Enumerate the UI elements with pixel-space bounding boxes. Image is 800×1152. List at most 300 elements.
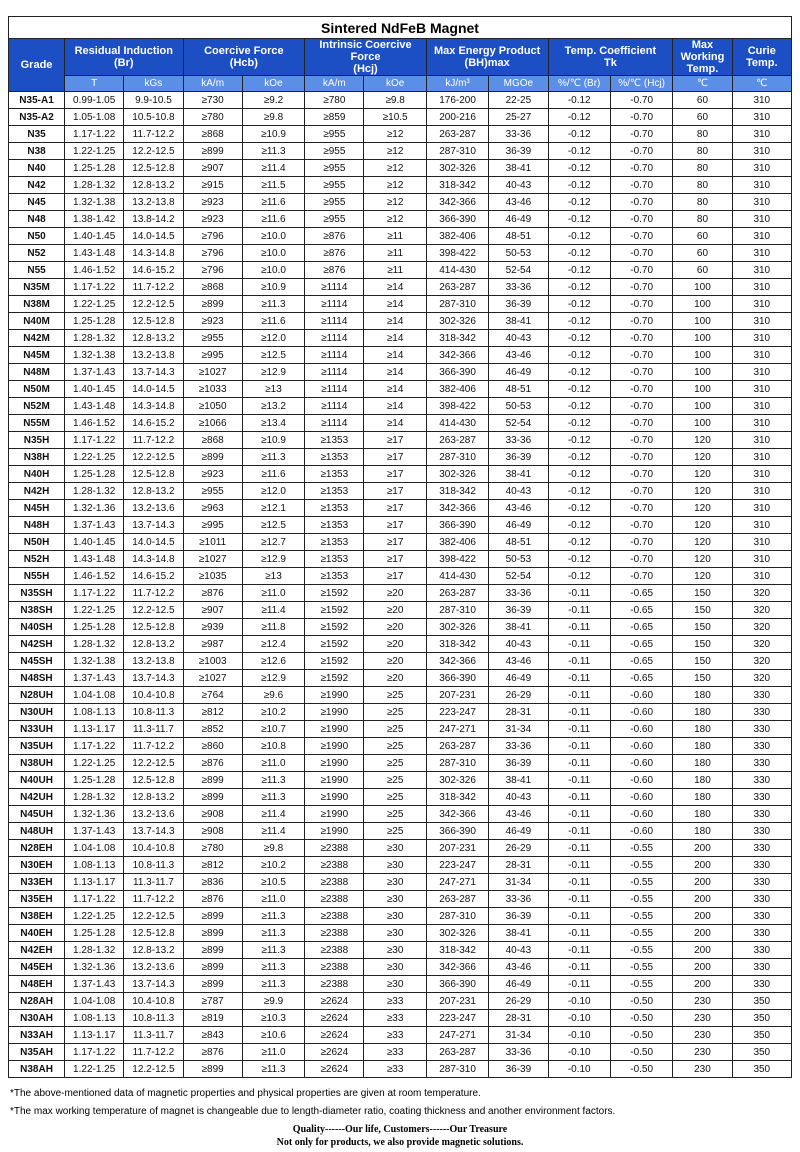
value-cell: -0.11: [548, 840, 610, 857]
value-cell: 14.3-14.8: [124, 245, 183, 262]
value-cell: ≥10.8: [242, 738, 304, 755]
table-row: [9, 398, 792, 415]
value-cell: ≥11.4: [242, 602, 304, 619]
value-cell: ≥17: [364, 500, 426, 517]
value-cell: 200: [673, 908, 732, 925]
value-cell: ≥955: [305, 126, 364, 143]
value-cell: ≥10.7: [242, 721, 304, 738]
value-cell: 287-310: [426, 296, 488, 313]
table-row: [9, 449, 792, 466]
value-cell: 12.8-13.2: [124, 177, 183, 194]
value-cell: 12.8-13.2: [124, 483, 183, 500]
value-cell: 48-51: [489, 228, 548, 245]
value-cell: 320: [732, 636, 791, 653]
value-cell: ≥20: [364, 653, 426, 670]
value-cell: ≥17: [364, 466, 426, 483]
value-cell: 48-51: [489, 381, 548, 398]
value-cell: 330: [732, 789, 791, 806]
table-row: [9, 1044, 792, 1061]
value-cell: -0.11: [548, 823, 610, 840]
value-cell: ≥14: [364, 398, 426, 415]
table-row: [9, 143, 792, 160]
value-cell: 287-310: [426, 755, 488, 772]
table-row: [9, 993, 792, 1010]
value-cell: 100: [673, 313, 732, 330]
value-cell: ≥780: [183, 840, 242, 857]
unit-cell: ℃: [673, 76, 732, 92]
value-cell: ≥25: [364, 789, 426, 806]
value-cell: 52-54: [489, 262, 548, 279]
value-cell: 350: [732, 1044, 791, 1061]
value-cell: ≥1011: [183, 534, 242, 551]
value-cell: -0.11: [548, 891, 610, 908]
value-cell: 120: [673, 432, 732, 449]
value-cell: -0.12: [548, 296, 610, 313]
value-cell: -0.12: [548, 143, 610, 160]
grade-cell: N52H: [9, 551, 65, 568]
value-cell: ≥796: [183, 245, 242, 262]
value-cell: ≥899: [183, 449, 242, 466]
value-cell: 320: [732, 619, 791, 636]
value-cell: 12.8-13.2: [124, 789, 183, 806]
unit-cell: T: [65, 76, 124, 92]
value-cell: 13.7-14.3: [124, 517, 183, 534]
value-cell: 46-49: [489, 823, 548, 840]
value-cell: 1.32-1.38: [65, 347, 124, 364]
value-cell: ≥25: [364, 772, 426, 789]
value-cell: ≥1990: [305, 738, 364, 755]
table-row: [9, 636, 792, 653]
value-cell: 318-342: [426, 483, 488, 500]
value-cell: 1.43-1.48: [65, 551, 124, 568]
table-row: [9, 976, 792, 993]
value-cell: ≥995: [183, 517, 242, 534]
value-cell: ≥11: [364, 262, 426, 279]
value-cell: 1.04-1.08: [65, 993, 124, 1010]
value-cell: ≥2624: [305, 1010, 364, 1027]
value-cell: 150: [673, 670, 732, 687]
value-cell: -0.11: [548, 653, 610, 670]
value-cell: 320: [732, 585, 791, 602]
table-row: [9, 211, 792, 228]
value-cell: 150: [673, 636, 732, 653]
grade-cell: N45: [9, 194, 65, 211]
value-cell: 330: [732, 959, 791, 976]
value-cell: -0.70: [610, 347, 672, 364]
value-cell: 12.2-12.5: [124, 908, 183, 925]
value-cell: -0.12: [548, 228, 610, 245]
value-cell: 330: [732, 772, 791, 789]
company-slogan: Not only for products, we also provide magnetic solutions.: [276, 1137, 524, 1148]
value-cell: ≥876: [305, 228, 364, 245]
value-cell: 13.2-13.8: [124, 194, 183, 211]
value-cell: 330: [732, 874, 791, 891]
value-cell: 320: [732, 670, 791, 687]
value-cell: 1.46-1.52: [65, 262, 124, 279]
table-row: [9, 126, 792, 143]
value-cell: ≥812: [183, 704, 242, 721]
value-cell: 26-29: [489, 840, 548, 857]
table-row: [9, 874, 792, 891]
value-cell: 33-36: [489, 126, 548, 143]
value-cell: ≥30: [364, 857, 426, 874]
value-cell: 12.5-12.8: [124, 772, 183, 789]
value-cell: ≥819: [183, 1010, 242, 1027]
value-cell: 100: [673, 347, 732, 364]
value-cell: -0.11: [548, 687, 610, 704]
value-cell: 342-366: [426, 806, 488, 823]
value-cell: 1.37-1.43: [65, 517, 124, 534]
value-cell: 200: [673, 959, 732, 976]
value-cell: 350: [732, 993, 791, 1010]
value-cell: ≥30: [364, 891, 426, 908]
value-cell: 11.7-12.2: [124, 585, 183, 602]
value-cell: ≥30: [364, 908, 426, 925]
value-cell: 1.13-1.17: [65, 874, 124, 891]
value-cell: 0.99-1.05: [65, 92, 124, 109]
value-cell: 287-310: [426, 143, 488, 160]
value-cell: 12.5-12.8: [124, 313, 183, 330]
value-cell: 12.2-12.5: [124, 296, 183, 313]
value-cell: ≥11: [364, 228, 426, 245]
value-cell: 310: [732, 194, 791, 211]
value-cell: 13.2-13.8: [124, 347, 183, 364]
value-cell: 52-54: [489, 568, 548, 585]
value-cell: 1.17-1.22: [65, 126, 124, 143]
value-cell: 200: [673, 840, 732, 857]
value-cell: ≥1592: [305, 585, 364, 602]
value-cell: ≥915: [183, 177, 242, 194]
value-cell: -0.60: [610, 772, 672, 789]
value-cell: 80: [673, 194, 732, 211]
value-cell: 1.43-1.48: [65, 398, 124, 415]
value-cell: -0.55: [610, 874, 672, 891]
unit-cell: %/℃ (Hcj): [610, 76, 672, 92]
value-cell: 14.0-14.5: [124, 381, 183, 398]
value-cell: ≥12.1: [242, 500, 304, 517]
value-cell: 247-271: [426, 1027, 488, 1044]
value-cell: ≥11.3: [242, 1061, 304, 1078]
value-cell: ≥12.6: [242, 653, 304, 670]
value-cell: 13.2-13.6: [124, 806, 183, 823]
value-cell: 14.3-14.8: [124, 551, 183, 568]
table-row: [9, 908, 792, 925]
value-cell: 10.4-10.8: [124, 840, 183, 857]
value-cell: 11.3-11.7: [124, 721, 183, 738]
table-row: [9, 551, 792, 568]
value-cell: -0.65: [610, 619, 672, 636]
table-row: [9, 840, 792, 857]
table-row: [9, 1027, 792, 1044]
value-cell: -0.65: [610, 636, 672, 653]
value-cell: ≥899: [183, 1061, 242, 1078]
value-cell: -0.12: [548, 347, 610, 364]
value-cell: ≥9.8: [242, 109, 304, 126]
value-cell: 180: [673, 687, 732, 704]
table-row: [9, 806, 792, 823]
grade-cell: N38M: [9, 296, 65, 313]
value-cell: 230: [673, 1044, 732, 1061]
value-cell: ≥10.0: [242, 228, 304, 245]
value-cell: ≥20: [364, 602, 426, 619]
value-cell: ≥25: [364, 687, 426, 704]
value-cell: 318-342: [426, 177, 488, 194]
table-row: [9, 194, 792, 211]
value-cell: ≥1114: [305, 381, 364, 398]
value-cell: 180: [673, 721, 732, 738]
table-row: [9, 313, 792, 330]
grade-cell: N40EH: [9, 925, 65, 942]
value-cell: ≥30: [364, 874, 426, 891]
grade-cell: N48EH: [9, 976, 65, 993]
value-cell: 318-342: [426, 942, 488, 959]
value-cell: 310: [732, 313, 791, 330]
value-cell: ≥25: [364, 721, 426, 738]
table-row: [9, 245, 792, 262]
value-cell: 200: [673, 891, 732, 908]
grade-cell: N45UH: [9, 806, 65, 823]
value-cell: -0.12: [548, 398, 610, 415]
value-cell: ≥33: [364, 1044, 426, 1061]
value-cell: -0.70: [610, 160, 672, 177]
value-cell: ≥876: [183, 585, 242, 602]
value-cell: 11.3-11.7: [124, 1027, 183, 1044]
spec-table: [8, 16, 792, 1078]
value-cell: ≥1027: [183, 364, 242, 381]
value-cell: 1.17-1.22: [65, 585, 124, 602]
value-cell: ≥17: [364, 483, 426, 500]
value-cell: ≥1353: [305, 483, 364, 500]
value-cell: 1.17-1.22: [65, 1044, 124, 1061]
value-cell: ≥2388: [305, 874, 364, 891]
value-cell: -0.70: [610, 483, 672, 500]
value-cell: 247-271: [426, 874, 488, 891]
value-cell: 1.25-1.28: [65, 466, 124, 483]
value-cell: 1.28-1.32: [65, 942, 124, 959]
value-cell: ≥12.0: [242, 483, 304, 500]
value-cell: -0.11: [548, 619, 610, 636]
value-cell: 330: [732, 976, 791, 993]
value-cell: ≥1353: [305, 551, 364, 568]
value-cell: ≥17: [364, 534, 426, 551]
value-cell: 382-406: [426, 381, 488, 398]
value-cell: 1.32-1.38: [65, 194, 124, 211]
value-cell: ≥1353: [305, 466, 364, 483]
value-cell: 263-287: [426, 585, 488, 602]
value-cell: 200: [673, 942, 732, 959]
value-cell: -0.60: [610, 687, 672, 704]
grade-cell: N38AH: [9, 1061, 65, 1078]
value-cell: ≥1990: [305, 806, 364, 823]
value-cell: ≥25: [364, 738, 426, 755]
value-cell: ≥899: [183, 942, 242, 959]
value-cell: 287-310: [426, 1061, 488, 1078]
grade-cell: N50M: [9, 381, 65, 398]
value-cell: 207-231: [426, 687, 488, 704]
table-row: [9, 347, 792, 364]
value-cell: 342-366: [426, 653, 488, 670]
value-cell: 1.43-1.48: [65, 245, 124, 262]
grade-cell: N38UH: [9, 755, 65, 772]
grade-cell: N30EH: [9, 857, 65, 874]
value-cell: ≥939: [183, 619, 242, 636]
grade-cell: N48UH: [9, 823, 65, 840]
unit-cell: kGs: [124, 76, 183, 92]
value-cell: ≥17: [364, 449, 426, 466]
value-cell: 31-34: [489, 874, 548, 891]
value-cell: ≥30: [364, 976, 426, 993]
value-cell: -0.70: [610, 194, 672, 211]
value-cell: ≥14: [364, 313, 426, 330]
grade-cell: N42M: [9, 330, 65, 347]
value-cell: 36-39: [489, 296, 548, 313]
value-cell: 287-310: [426, 908, 488, 925]
value-cell: 180: [673, 823, 732, 840]
value-cell: -0.11: [548, 772, 610, 789]
value-cell: ≥10.5: [242, 874, 304, 891]
table-row: [9, 585, 792, 602]
value-cell: ≥787: [183, 993, 242, 1010]
value-cell: ≥30: [364, 925, 426, 942]
value-cell: 12.2-12.5: [124, 143, 183, 160]
value-cell: ≥899: [183, 772, 242, 789]
value-cell: 13.7-14.3: [124, 823, 183, 840]
grade-cell: N52M: [9, 398, 65, 415]
value-cell: 48-51: [489, 534, 548, 551]
value-cell: -0.70: [610, 398, 672, 415]
value-cell: ≥11.5: [242, 177, 304, 194]
value-cell: ≥14: [364, 347, 426, 364]
value-cell: ≥9.2: [242, 92, 304, 109]
value-cell: 11.7-12.2: [124, 1044, 183, 1061]
value-cell: 25-27: [489, 109, 548, 126]
value-cell: 310: [732, 126, 791, 143]
table-row: [9, 959, 792, 976]
value-cell: ≥11.4: [242, 160, 304, 177]
value-cell: ≥1990: [305, 704, 364, 721]
value-cell: 310: [732, 449, 791, 466]
value-cell: 1.25-1.28: [65, 619, 124, 636]
value-cell: 350: [732, 1061, 791, 1078]
value-cell: 398-422: [426, 245, 488, 262]
value-cell: 310: [732, 534, 791, 551]
value-cell: -0.55: [610, 891, 672, 908]
unit-cell: %/℃ (Br): [548, 76, 610, 92]
value-cell: -0.70: [610, 330, 672, 347]
value-cell: 13.7-14.3: [124, 364, 183, 381]
value-cell: -0.70: [610, 92, 672, 109]
value-cell: ≥923: [183, 466, 242, 483]
value-cell: 1.37-1.43: [65, 364, 124, 381]
value-cell: 310: [732, 398, 791, 415]
value-cell: -0.12: [548, 534, 610, 551]
value-cell: -0.11: [548, 704, 610, 721]
table-row: [9, 704, 792, 721]
value-cell: 398-422: [426, 398, 488, 415]
table-row: [9, 823, 792, 840]
value-cell: -0.11: [548, 942, 610, 959]
grade-cell: N40M: [9, 313, 65, 330]
value-cell: 46-49: [489, 517, 548, 534]
grade-cell: N52: [9, 245, 65, 262]
value-cell: 330: [732, 721, 791, 738]
value-cell: 38-41: [489, 772, 548, 789]
value-cell: ≥33: [364, 1010, 426, 1027]
value-cell: 310: [732, 211, 791, 228]
value-cell: 310: [732, 143, 791, 160]
value-cell: ≥955: [305, 143, 364, 160]
value-cell: -0.12: [548, 483, 610, 500]
value-cell: ≥899: [183, 296, 242, 313]
value-cell: 1.04-1.08: [65, 840, 124, 857]
value-cell: 14.6-15.2: [124, 415, 183, 432]
value-cell: 10.8-11.3: [124, 704, 183, 721]
magnet-spec-sheet: [8, 16, 792, 1078]
value-cell: ≥876: [305, 262, 364, 279]
value-cell: 120: [673, 517, 732, 534]
value-cell: 180: [673, 738, 732, 755]
value-cell: 11.7-12.2: [124, 738, 183, 755]
value-cell: 200: [673, 857, 732, 874]
value-cell: 1.17-1.22: [65, 432, 124, 449]
header-grade: Grade: [9, 39, 65, 92]
value-cell: -0.12: [548, 211, 610, 228]
value-cell: -0.50: [610, 1010, 672, 1027]
value-cell: -0.12: [548, 160, 610, 177]
value-cell: 342-366: [426, 347, 488, 364]
value-cell: 366-390: [426, 670, 488, 687]
value-cell: ≥11.3: [242, 789, 304, 806]
value-cell: 120: [673, 483, 732, 500]
table-row: [9, 1061, 792, 1078]
value-cell: 310: [732, 551, 791, 568]
value-cell: ≥17: [364, 551, 426, 568]
value-cell: ≥796: [183, 262, 242, 279]
value-cell: 36-39: [489, 755, 548, 772]
value-cell: 46-49: [489, 976, 548, 993]
value-cell: 398-422: [426, 551, 488, 568]
value-cell: 200-216: [426, 109, 488, 126]
value-cell: 150: [673, 602, 732, 619]
value-cell: -0.12: [548, 381, 610, 398]
grade-cell: N35: [9, 126, 65, 143]
grade-cell: N50: [9, 228, 65, 245]
value-cell: ≥1990: [305, 755, 364, 772]
value-cell: ≥868: [183, 432, 242, 449]
value-cell: ≥13.2: [242, 398, 304, 415]
value-cell: 200: [673, 874, 732, 891]
value-cell: 31-34: [489, 721, 548, 738]
value-cell: 310: [732, 177, 791, 194]
value-cell: 263-287: [426, 891, 488, 908]
value-cell: 302-326: [426, 313, 488, 330]
value-cell: 1.28-1.32: [65, 636, 124, 653]
value-cell: -0.11: [548, 874, 610, 891]
value-cell: ≥876: [183, 1044, 242, 1061]
value-cell: ≥12.7: [242, 534, 304, 551]
value-cell: 12.8-13.2: [124, 942, 183, 959]
value-cell: -0.11: [548, 585, 610, 602]
value-cell: -0.12: [548, 313, 610, 330]
grade-cell: N38: [9, 143, 65, 160]
value-cell: 310: [732, 92, 791, 109]
value-cell: -0.65: [610, 585, 672, 602]
value-cell: 100: [673, 398, 732, 415]
value-cell: -0.60: [610, 806, 672, 823]
value-cell: 330: [732, 891, 791, 908]
value-cell: -0.11: [548, 806, 610, 823]
value-cell: 310: [732, 381, 791, 398]
